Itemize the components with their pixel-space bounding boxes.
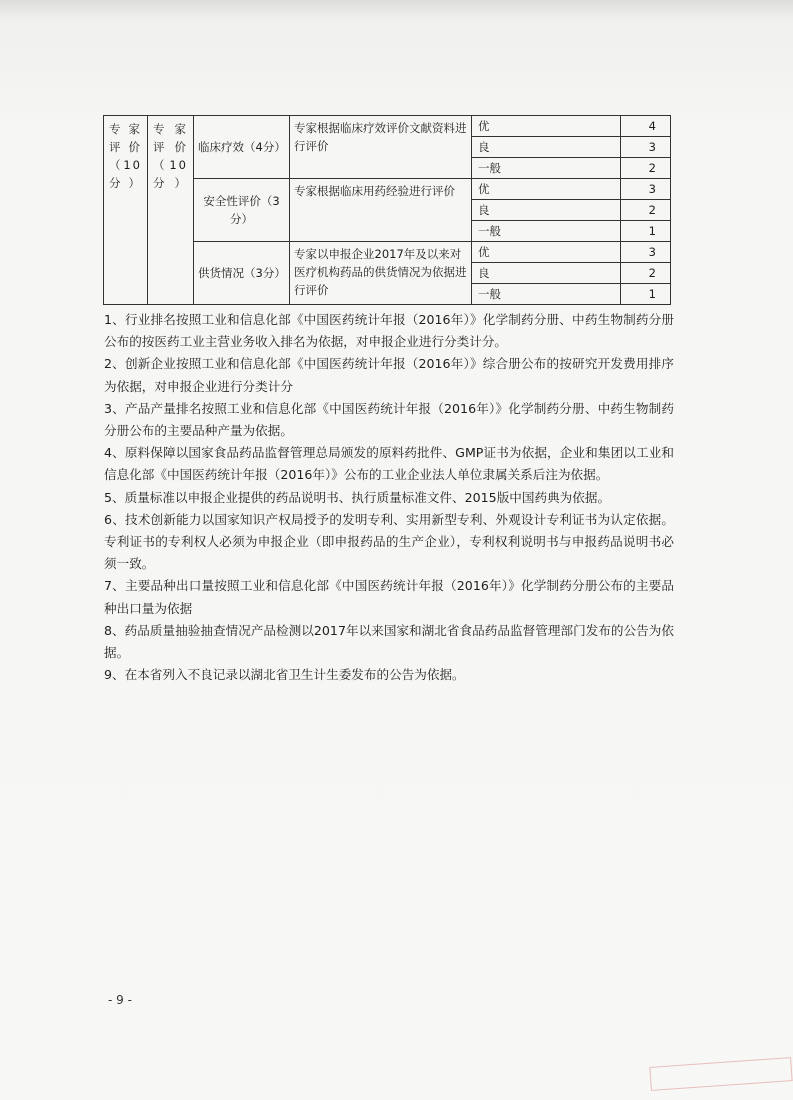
subcategory-cell: 专家评价（10分） (148, 116, 194, 305)
grade-label: 优 (472, 116, 621, 137)
grade-points: 3 (621, 137, 671, 158)
note-item: 8、药品质量抽验抽查情况产品检测以2017年以来国家和湖北省食品药品监督管理部门发布的公告为依据。 (104, 622, 674, 661)
item-cell: 临床疗效（4分） (194, 116, 290, 179)
page-number: - 9 - (108, 993, 132, 1007)
scan-shadow (0, 0, 793, 18)
grade-points: 3 (621, 179, 671, 200)
grade-points: 2 (621, 158, 671, 179)
method-cell: 专家根据临床疗效评价文献资料进行评价 (290, 116, 472, 179)
table-row (104, 116, 671, 137)
grade-label: 良 (472, 200, 621, 221)
note-item: 4、原料保障以国家食品药品监督管理总局颁发的原料药批件、GMP证书为依据，企业和集团以工业和信息化部《中国医药统计年报（2016年）》公布的工业企业法人单位隶属关系后注为依据。 (104, 445, 674, 483)
grade-points: 4 (621, 116, 671, 137)
grade-points: 3 (621, 242, 671, 263)
watermark-stamp (649, 1057, 792, 1091)
grade-label: 一般 (472, 284, 621, 305)
grade-points: 1 (621, 221, 671, 242)
method-cell: 专家根据临床用药经验进行评价 (290, 179, 472, 242)
method-cell: 专家以申报企业2017年及以来对医疗机构药品的供货情况为依据进行评价 (290, 242, 472, 305)
grade-points: 2 (621, 263, 671, 284)
note-item: 9、在本省列入不良记录以湖北省卫生计生委发布的公告为依据。 (104, 667, 465, 683)
item-cell: 安全性评价（3分） (194, 179, 290, 242)
grade-label: 良 (472, 263, 621, 284)
grade-label: 优 (472, 179, 621, 200)
notes-list (104, 309, 674, 686)
note-item: 3、产品产量排名按照工业和信息化部《中国医药统计年报（2016年）》化学制药分册、中药生物制药分册公布的主要品种产量为依据。 (104, 400, 674, 439)
note-item: 6、技术创新能力以国家知识产权局授予的发明专利、实用新型专利、外观设计专利证书为认定依据。专利证书的专利权人必须为申报企业（即申报药品的生产企业），专利权利说明书与申报药品说明书必须一致。 (104, 511, 674, 572)
note-item: 2、创新企业按照工业和信息化部《中国医药统计年报（2016年）》综合册公布的按研究开发费用排序为依据，对申报企业进行分类计分 (104, 356, 674, 394)
note-item: 1、行业排名按照工业和信息化部《中国医药统计年报（2016年）》化学制药分册、中药生物制药分册公布的按医药工业主营业务收入排名为依据，对申报企业进行分类计分。 (104, 312, 674, 350)
scoring-table (103, 115, 671, 305)
note-item: 7、主要品种出口量按照工业和信息化部《中国医药统计年报（2016年）》化学制药分册公布的主要品种出口量为依据 (104, 578, 674, 616)
note-item: 5、质量标准以申报企业提供的药品说明书、执行质量标准文件、2015版中国药典为依据。 (104, 489, 611, 505)
grade-points: 2 (621, 200, 671, 221)
grade-label: 良 (472, 137, 621, 158)
grade-label: 优 (472, 242, 621, 263)
grade-points: 1 (621, 284, 671, 305)
item-cell: 供货情况（3分） (194, 242, 290, 305)
grade-label: 一般 (472, 158, 621, 179)
category-cell: 专家评价（10分） (104, 116, 148, 305)
grade-label: 一般 (472, 221, 621, 242)
